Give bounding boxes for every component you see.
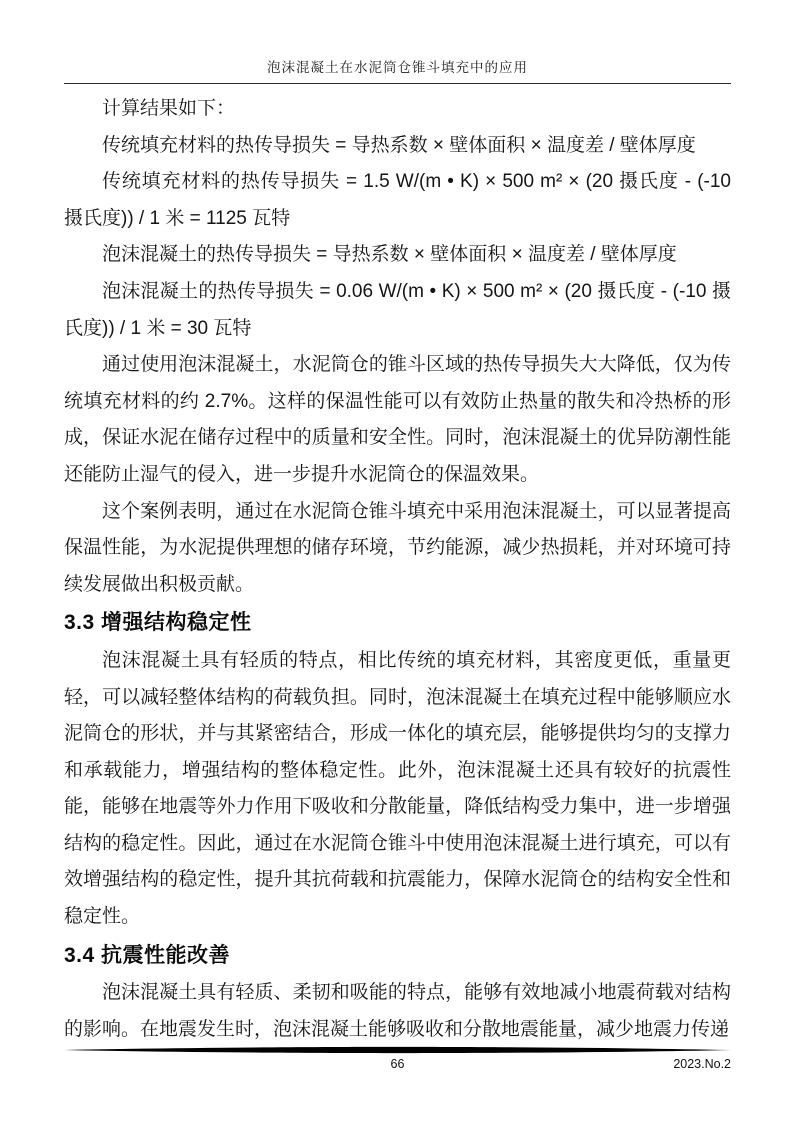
document-body (64, 91, 731, 1048)
running-header (64, 56, 731, 84)
paragraph-case-conclusion: 这个案例表明，通过在水泥筒仓锥斗填充中采用泡沫混凝土，可以显著提高保温性能，为水泥提供理想的储存环境，节约能源，减少热损耗，并对环境可持续发展做出积极贡献。 (64, 500, 731, 595)
paragraph-structural-stability: 泡沫混凝土具有轻质的特点，相比传统的填充材料，其密度更低，重量更轻，可以减轻整体结构的荷载负担。同时，泡沫混凝土在填充过程中能够顺应水泥筒仓的形状，并与其紧密结合，形成一体化的填充层，能够提供均匀的支撑力和承载能力，增强结构的整体稳定性。此外，泡沫混凝土还具有较好的抗震性能，能够在地震等外力作用下吸收和分散能量，降低结构受力集中，进一步增强结构的稳定性。因此，通过在水泥筒仓锥斗中使用泡沫混凝土进行填充，可以有效增强结构的稳定性，提升其抗荷载和抗震能力，保障水泥筒仓的结构安全性和稳定性。 (64, 649, 731, 928)
running-header-title: 泡沫混凝土在水泥筒仓锥斗填充中的应用 (267, 60, 528, 75)
equation-traditional-values: 传统填充材料的热传导损失 = 1.5 W/(m • K) × 500 m² × (20 摄氏度 - (-10 摄氏度)) / 1 米 = 1125 瓦特 (64, 171, 731, 229)
journal-issue-label: 2023.No.2 (673, 1057, 731, 1071)
footer-divider-bar (64, 1046, 731, 1054)
page-number: 66 (390, 1057, 405, 1071)
paragraph-seismic: 泡沫混凝土具有轻质、柔韧和吸能的特点，能够有效地减小地震荷载对结构的影响。在地震发生时，泡沫混凝土能够吸收和分散地震能量，减少地震力传递 (64, 982, 731, 1040)
equation-foam-values: 泡沫混凝土的热传导损失 = 0.06 W/(m • K) × 500 m² × (20 摄氏度 - (-10 摄氏度)) / 1 米 = 30 瓦特 (64, 280, 731, 339)
equation-traditional-formula: 传统填充材料的热传导损失 = 导热系数 × 壁体面积 × 温度差 / 壁体厚度 (102, 134, 696, 156)
equation-foam-formula: 泡沫混凝土的热传导损失 = 导热系数 × 壁体面积 × 温度差 / 壁体厚度 (102, 244, 677, 266)
section-heading-3-4: 3.4 抗震性能改善 (64, 943, 231, 967)
section-heading-3-3: 3.3 增强结构稳定性 (64, 611, 252, 635)
paragraph-calc-intro: 计算结果如下： (102, 98, 236, 119)
page-footer (64, 1046, 731, 1073)
footer-text-row (64, 1055, 731, 1073)
paragraph-insulation-result: 通过使用泡沫混凝土，水泥筒仓的锥斗区域的热传导损失大大降低，仅为传统填充材料的约 2.7%。这样的保温性能可以有效防止热量的散失和冷热桥的形成，保证水泥在储存过程中的质量和安全性。同时，泡沫混凝土的优异防潮性能还能防止湿气的侵入，进一步提升水泥筒仓的保温效果。 (64, 354, 731, 485)
